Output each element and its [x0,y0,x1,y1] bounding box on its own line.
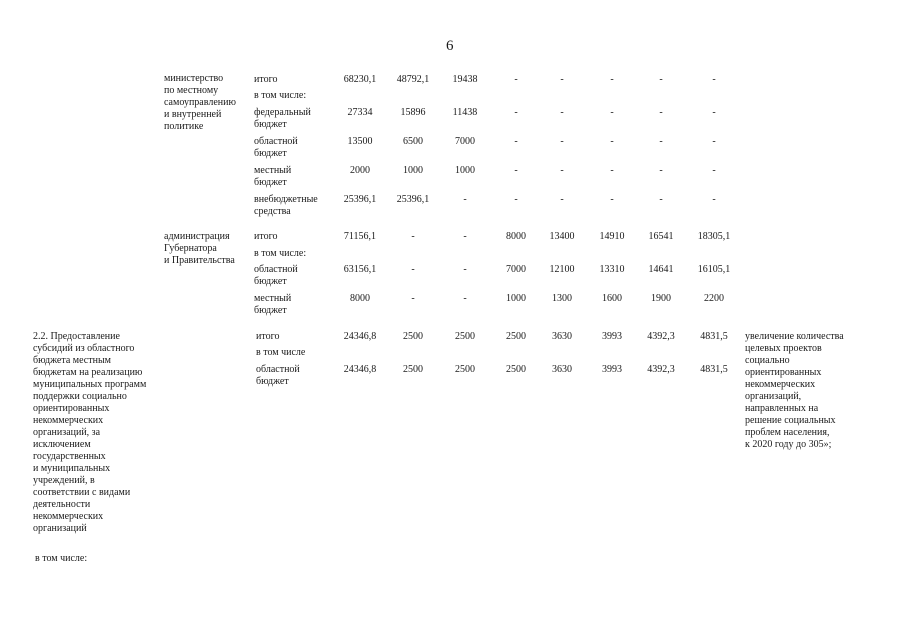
amount-cell: 14641 [648,264,674,275]
measure-line: некоммерческих [33,415,104,426]
empty-cell-dash: - [514,107,518,118]
result-line: социально [745,355,790,366]
empty-cell-dash: - [514,74,518,85]
empty-cell-dash: - [411,293,415,304]
amount-cell: 1600 [602,293,622,304]
result-line: организаций, [745,391,802,402]
amount-cell: 1000 [455,165,475,176]
amount-cell: 13500 [347,136,373,147]
empty-cell-dash: - [560,136,564,147]
empty-cell-dash: - [712,194,716,205]
empty-cell-dash: - [463,264,467,275]
amount-cell: 2200 [704,293,724,304]
measure-line: учреждений, в [33,475,95,486]
source-label: итого [254,231,278,242]
empty-cell-dash: - [659,74,663,85]
amount-cell: 25396,1 [343,194,377,205]
amount-cell: 71156,1 [343,231,377,242]
amount-cell: 2500 [506,331,526,342]
source-label: бюджет [254,305,287,316]
amount-cell: 1300 [552,293,572,304]
source-label: областной [254,264,298,275]
amount-cell: 24346,8 [343,364,377,375]
measure-line: исключением [33,439,91,450]
result-line: к 2020 году до 305»; [745,439,832,450]
amount-cell: 2500 [403,364,423,375]
executor-line: политике [164,121,204,132]
empty-cell-dash: - [560,165,564,176]
empty-cell-dash: - [712,107,716,118]
amount-cell: 12100 [549,264,575,275]
empty-cell-dash: - [659,194,663,205]
result-line: увеличение количества [745,331,844,342]
amount-cell: 6500 [403,136,423,147]
amount-cell: 19438 [452,74,478,85]
amount-cell: 7000 [506,264,526,275]
source-label: местный [254,165,292,176]
result-line: проблем населения, [745,427,830,438]
amount-cell: 4831,5 [700,364,728,375]
amount-cell: 3630 [552,331,572,342]
empty-cell-dash: - [411,231,415,242]
measure-line: и муниципальных [33,463,111,474]
source-label: бюджет [254,276,287,287]
amount-cell: 3630 [552,364,572,375]
empty-cell-dash: - [659,165,663,176]
executor-line: и внутренней [164,109,222,120]
executor-line: министерство [164,73,224,84]
amount-cell: 1000 [506,293,526,304]
measure-line: организаций, за [33,427,101,438]
empty-cell-dash: - [514,165,518,176]
source-label: внебюджетные [254,194,318,205]
empty-cell-dash: - [463,293,467,304]
empty-cell-dash: - [560,107,564,118]
amount-cell: 27334 [347,107,373,118]
amount-cell: 2500 [455,364,475,375]
executor-line: Губернатора [164,243,217,254]
amount-cell: 48792,1 [396,74,430,85]
amount-cell: 3993 [602,331,622,342]
empty-cell-dash: - [712,165,716,176]
source-label: бюджет [254,177,287,188]
empty-cell-dash: - [712,136,716,147]
source-label: областной [254,136,298,147]
empty-cell-dash: - [610,136,614,147]
source-label: в том числе: [254,248,307,259]
source-label: в том числе [256,347,306,358]
measure-line: бюджетам на реализацию [33,367,143,378]
source-label: итого [256,331,280,342]
amount-cell: 13310 [599,264,625,275]
amount-cell: 63156,1 [343,264,377,275]
amount-cell: 16105,1 [697,264,731,275]
amount-cell: 7000 [455,136,475,147]
amount-cell: 4392,3 [647,331,675,342]
amount-cell: 68230,1 [343,74,377,85]
amount-cell: 1900 [651,293,671,304]
source-label: бюджет [254,148,287,159]
empty-cell-dash: - [560,74,564,85]
empty-cell-dash: - [610,194,614,205]
amount-cell: 24346,8 [343,331,377,342]
amount-cell: 14910 [599,231,625,242]
empty-cell-dash: - [411,264,415,275]
empty-cell-dash: - [712,74,716,85]
empty-cell-dash: - [463,194,467,205]
empty-cell-dash: - [610,165,614,176]
empty-cell-dash: - [610,74,614,85]
source-label: бюджет [254,119,287,130]
result-line: направленных на [745,403,819,414]
amount-cell: 2500 [403,331,423,342]
measure-line: 2.2. Предоставление [33,331,120,342]
measure-line: муниципальных программ [33,379,147,390]
executor-line: администрация [164,231,230,242]
source-label: средства [254,206,291,217]
amount-cell: 8000 [506,231,526,242]
amount-cell: 15896 [400,107,426,118]
measure-line: ориентированных [33,403,110,414]
amount-cell: 8000 [350,293,370,304]
measure-line: поддержки социально [33,391,127,402]
amount-cell: 2500 [455,331,475,342]
result-line: ориентированных [745,367,822,378]
measure-line: некоммерческих [33,511,104,522]
source-label: федеральный [254,107,311,118]
amount-cell: 4831,5 [700,331,728,342]
amount-cell: 25396,1 [396,194,430,205]
source-label: итого [254,74,278,85]
result-line: решение социальных [745,415,836,426]
source-label: бюджет [256,376,289,387]
executor-line: и Правительства [164,255,235,266]
measure-line: соответствии с видами [33,487,131,498]
measure-line: бюджета местным [33,355,112,366]
result-line: некоммерческих [745,379,816,390]
footer-note: в том числе: [35,553,88,564]
empty-cell-dash: - [514,136,518,147]
measure-line: субсидий из областного [33,343,135,354]
executor-line: самоуправлению [164,97,236,108]
page-number: 6 [446,38,454,54]
measure-line: организаций [33,523,87,534]
amount-cell: 13400 [549,231,575,242]
empty-cell-dash: - [659,107,663,118]
amount-cell: 11438 [452,107,478,118]
source-label: в том числе: [254,90,307,101]
empty-cell-dash: - [659,136,663,147]
amount-cell: 16541 [648,231,674,242]
empty-cell-dash: - [560,194,564,205]
empty-cell-dash: - [463,231,467,242]
amount-cell: 1000 [403,165,423,176]
amount-cell: 4392,3 [647,364,675,375]
amount-cell: 3993 [602,364,622,375]
result-line: целевых проектов [745,343,822,354]
amount-cell: 18305,1 [697,231,731,242]
measure-line: деятельности [33,499,91,510]
measure-line: государственных [33,451,106,462]
amount-cell: 2500 [506,364,526,375]
source-label: областной [256,364,300,375]
empty-cell-dash: - [610,107,614,118]
executor-line: по местному [164,85,219,96]
source-label: местный [254,293,292,304]
empty-cell-dash: - [514,194,518,205]
amount-cell: 2000 [350,165,370,176]
